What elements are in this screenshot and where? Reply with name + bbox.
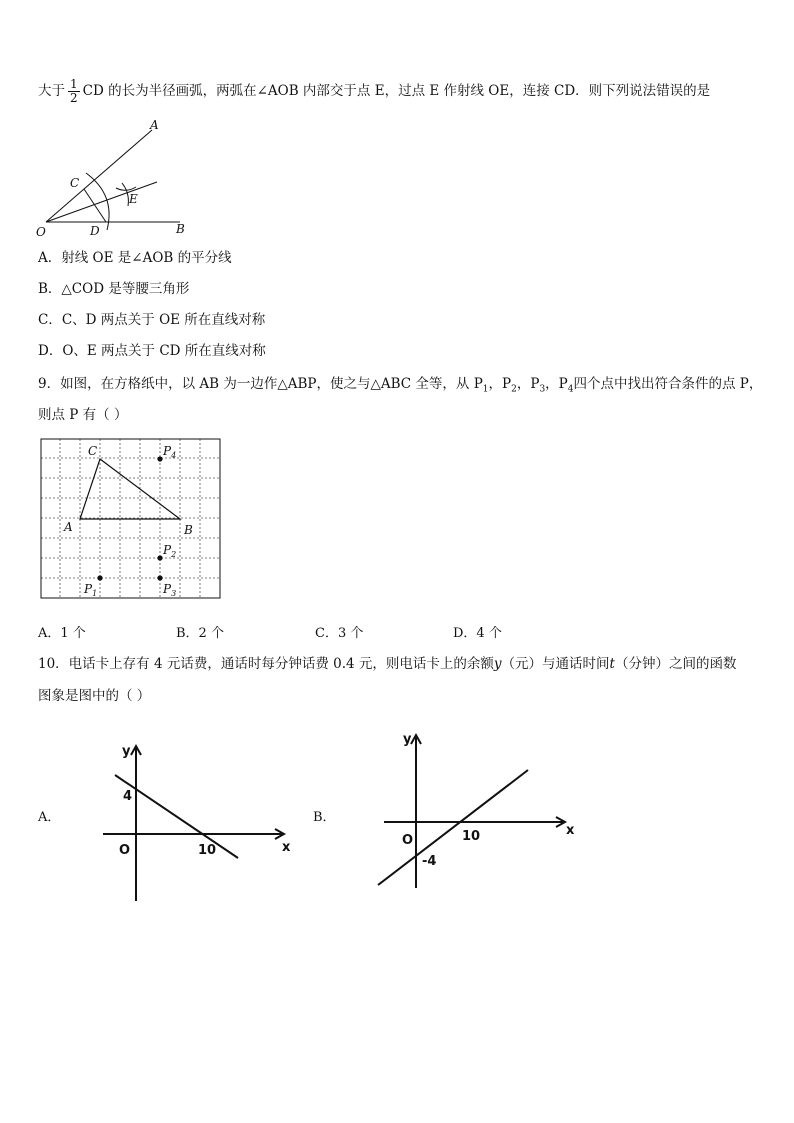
graph-a-x-tick: 10 <box>198 843 217 858</box>
q9-sub2: 2 <box>511 384 517 395</box>
label-o: O <box>36 225 46 239</box>
grid-label-c: C <box>88 444 98 458</box>
q10-graph-b <box>370 724 590 894</box>
q8-option-d: D．O、E 两点关于 CD 所在直线对称 <box>38 343 266 359</box>
q8-frac-num: 1 <box>70 77 78 91</box>
q10-graph-a <box>95 735 315 905</box>
point-p2 <box>157 555 162 560</box>
q8-option-c: C．C、D 两点关于 OE 所在直线对称 <box>38 312 266 328</box>
point-p1 <box>97 575 102 580</box>
point-p4 <box>157 456 162 461</box>
label-b: B <box>176 222 185 236</box>
grid-label-a: A <box>64 520 73 534</box>
q9-stem-mid1: ，P <box>488 376 512 392</box>
grid-label-b: B <box>184 523 193 537</box>
q8-option-a: A．射线 OE 是∠AOB 的平分线 <box>38 250 232 266</box>
grid-label-p4: $P_4$ <box>163 444 177 460</box>
q8-frac-den: 2 <box>70 91 78 105</box>
graph-a-y-tick: 4 <box>123 789 133 804</box>
grid-label-p3: $P_3$ <box>163 582 177 598</box>
q10-stem-line1 <box>38 654 736 674</box>
label-c: C <box>70 176 80 190</box>
label-a: A <box>150 118 159 132</box>
q8-angle-figure <box>30 115 230 245</box>
grid-label-p2: $P_2$ <box>163 543 177 559</box>
triangle-abc <box>80 459 180 519</box>
q10-var-y: y <box>493 656 502 672</box>
grid-label-p1: $P_1$ <box>84 582 98 598</box>
q8-option-b: B．△COD 是等腰三角形 <box>38 281 190 297</box>
graph-a-origin: O <box>119 843 131 858</box>
q9-sub4: 4 <box>567 384 574 395</box>
q9-stem-line1 <box>38 374 762 400</box>
q10-stem-mid: （元）与通话时间 <box>501 656 610 672</box>
q9-option-b: B．2 个 <box>176 626 224 641</box>
q9-option-a: A．1 个 <box>38 626 86 641</box>
q9-stem-line2: 则点 P 有（ ） <box>38 407 128 423</box>
q9-sub3: 3 <box>539 384 546 395</box>
q9-stem-mid3: ，P <box>545 376 568 392</box>
graph-b-y-tick: -4 <box>422 854 437 869</box>
q10-stem-pre: 10．电话卡上存有 4 元话费，通话时每分钟话费 0.4 元，则电话卡上的余额 <box>38 656 494 672</box>
segment-cd <box>84 189 106 222</box>
q8-fraction <box>68 78 80 105</box>
q8-stem-after: CD 的长为半径画弧，两弧在∠AOB 内部交于点 E，过点 E 作射线 OE，连接 CD．则下列说法错误的是 <box>82 83 711 99</box>
q10-option-a-label: A． <box>38 810 61 825</box>
graph-b-y-label: y <box>403 732 412 747</box>
q10-option-b-label: B． <box>313 810 336 825</box>
q9-option-d: D．4 个 <box>453 626 502 641</box>
q9-sub1: 1 <box>482 384 489 395</box>
graph-a-y-label: y <box>122 744 131 759</box>
q10-var-t: t <box>609 656 615 672</box>
graph-b-x-label: x <box>566 823 575 838</box>
graph-b-function-line <box>378 770 528 885</box>
q9-stem-mid2: ，P <box>516 376 540 392</box>
q9-stem-post: 四个点中找出符合条件的点 P， <box>573 376 763 392</box>
graph-b-origin: O <box>402 833 414 848</box>
ray-oa <box>46 130 152 222</box>
q9-grid-figure <box>41 439 221 599</box>
q9-stem-pre: 9．如图，在方格纸中，以 AB 为一边作△ABP，使之与△ABC 全等，从 P <box>38 376 483 392</box>
graph-b-x-tick: 10 <box>462 829 481 844</box>
point-p3 <box>157 575 162 580</box>
label-d: D <box>90 224 100 238</box>
label-e: E <box>129 192 138 206</box>
graph-a-x-label: x <box>282 840 291 855</box>
q10-stem-line2: 图象是图中的（ ） <box>38 688 151 704</box>
q8-stem <box>38 78 710 105</box>
q9-option-c: C．3 个 <box>315 626 364 641</box>
q8-stem-before: 大于 <box>38 83 65 99</box>
q10-stem-post: （分钟）之间的函数 <box>614 656 737 672</box>
graph-a-function-line <box>115 775 238 858</box>
